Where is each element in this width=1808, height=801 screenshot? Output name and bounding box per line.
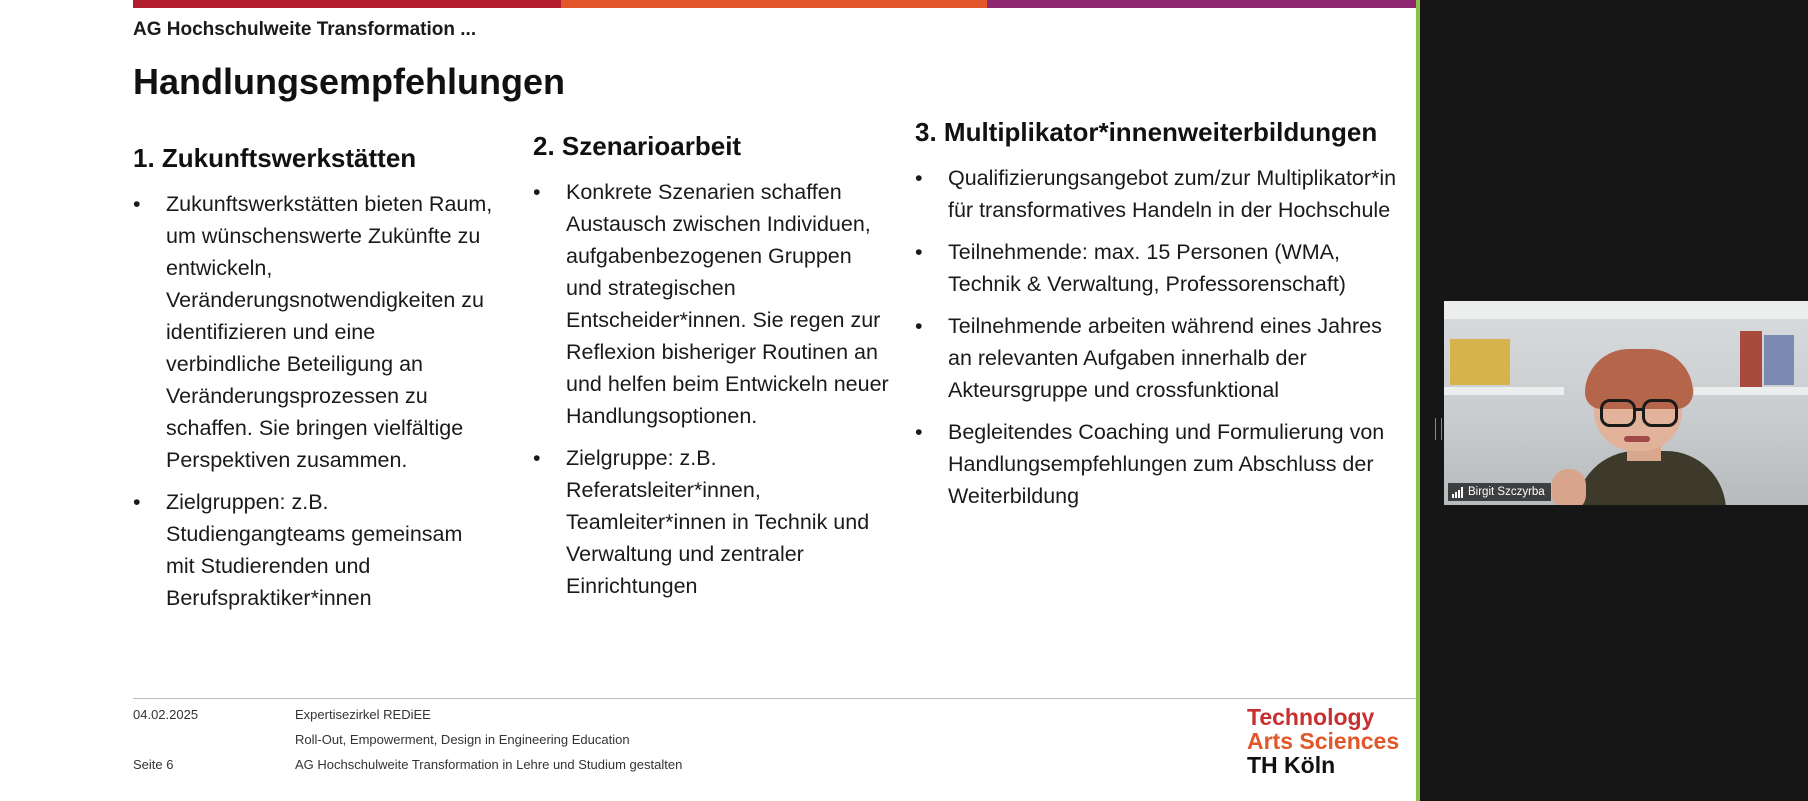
bullet-list bbox=[915, 162, 1405, 512]
column-heading: 1. Zukunftswerkstätten bbox=[133, 143, 417, 173]
glasses-icon bbox=[1642, 399, 1678, 427]
background-shelf bbox=[1444, 301, 1808, 319]
footer-line-3: AG Hochschulweite Transformation in Lehre und Studium gestalten bbox=[295, 757, 683, 772]
background-books bbox=[1764, 335, 1794, 385]
slide-accent-bar bbox=[133, 0, 1416, 8]
background-books bbox=[1450, 339, 1510, 385]
slide-context-title: AG Hochschulweite Transformation ... bbox=[133, 19, 477, 40]
column-szenarioarbeit bbox=[533, 131, 893, 612]
footer-date: 04.02.2025 bbox=[133, 707, 199, 722]
list-item: • Konkrete Szenarien schaffen Austausch zwischen Individuen, aufgabenbezogenen Gruppen und strategischen Entscheider*innen. Sie regen zur Reflexion bisheriger Routinen an und helfen beim Entwickeln neuer Handlungsoptionen. bbox=[533, 176, 893, 432]
glasses-bridge bbox=[1634, 408, 1644, 411]
signal-bars-icon bbox=[1452, 487, 1463, 498]
list-item: • Teilnehmende: max. 15 Personen (WMA, Technik & Verwaltung, Professorenschaft) bbox=[915, 236, 1405, 300]
background-shelf bbox=[1444, 387, 1564, 395]
list-item: • Zielgruppen: z.B. Studiengangteams gemeinsam mit Studierenden und Berufspraktiker*innen bbox=[133, 486, 493, 614]
list-item: • Begleitendes Coaching und Formulierung von Handlungsempfehlungen zum Abschluss der Weiterbildung bbox=[915, 416, 1405, 512]
list-item: • Teilnehmende arbeiten während eines Jahres an relevanten Aufgaben innerhalb der Akteursgruppe und crossfunktional bbox=[915, 310, 1405, 406]
bullet-icon: • bbox=[915, 420, 923, 444]
bullet-icon: • bbox=[915, 166, 923, 190]
slide-title: Handlungsempfehlungen bbox=[133, 61, 565, 102]
participant-hand bbox=[1552, 469, 1586, 505]
bullet-icon: • bbox=[915, 240, 923, 264]
logo-line-3: TH Köln bbox=[1247, 752, 1336, 778]
logo-line-1: Technology bbox=[1247, 704, 1375, 730]
participant-name: Birgit Szczyrba bbox=[1468, 486, 1545, 498]
bullet-icon: • bbox=[915, 314, 923, 338]
logo-line-2: Arts Sciences bbox=[1247, 728, 1400, 754]
list-item: • Qualifizierungsangebot zum/zur Multiplikator*in für transformatives Handeln in der Hochschule bbox=[915, 162, 1405, 226]
bullet-list bbox=[533, 176, 893, 602]
bullet-icon: • bbox=[133, 490, 141, 514]
footer-divider bbox=[133, 698, 1416, 699]
background-shelf bbox=[1694, 387, 1808, 395]
list-item: • Zukunftswerkstätten bieten Raum, um wünschenswerte Zukünfte zu entwickeln, Veränderungsnotwendigkeiten zu identifizieren und eine verbindliche Beteiligung an Veränderungsprozessen zu schaffen. Sie bringen vielfältige Perspektiven zusammen. bbox=[133, 188, 493, 476]
participant-hair bbox=[1585, 349, 1693, 409]
th-koeln-logo bbox=[1247, 705, 1399, 777]
bullet-icon: • bbox=[533, 180, 541, 204]
footer-line-1: Expertisezirkel REDiEE bbox=[295, 707, 431, 722]
participant-name-tag bbox=[1448, 483, 1551, 501]
participant-mouth bbox=[1624, 436, 1650, 442]
column-multiplikatorinnen bbox=[915, 117, 1405, 522]
column-zukunftswerkstaetten bbox=[133, 143, 493, 624]
column-heading: 2. Szenarioarbeit bbox=[533, 131, 742, 161]
list-item: • Zielgruppe: z.B. Referatsleiter*innen, Teamleiter*innen in Technik und Verwaltung und zentraler Einrichtungen bbox=[533, 442, 893, 602]
background-books bbox=[1740, 331, 1762, 387]
bullet-icon: • bbox=[533, 446, 541, 470]
active-share-border bbox=[1416, 0, 1420, 801]
bullet-list bbox=[133, 188, 493, 614]
split-resize-handle[interactable] bbox=[1435, 418, 1442, 440]
footer-page-number: Seite 6 bbox=[133, 757, 174, 772]
footer-line-2: Roll-Out, Empowerment, Design in Engineering Education bbox=[295, 732, 630, 747]
participant-video-tile[interactable] bbox=[1444, 301, 1808, 505]
column-heading: 3. Multiplikator*innenweiterbildungen bbox=[915, 117, 1378, 147]
glasses-icon bbox=[1600, 399, 1636, 427]
bullet-icon: • bbox=[133, 192, 141, 216]
